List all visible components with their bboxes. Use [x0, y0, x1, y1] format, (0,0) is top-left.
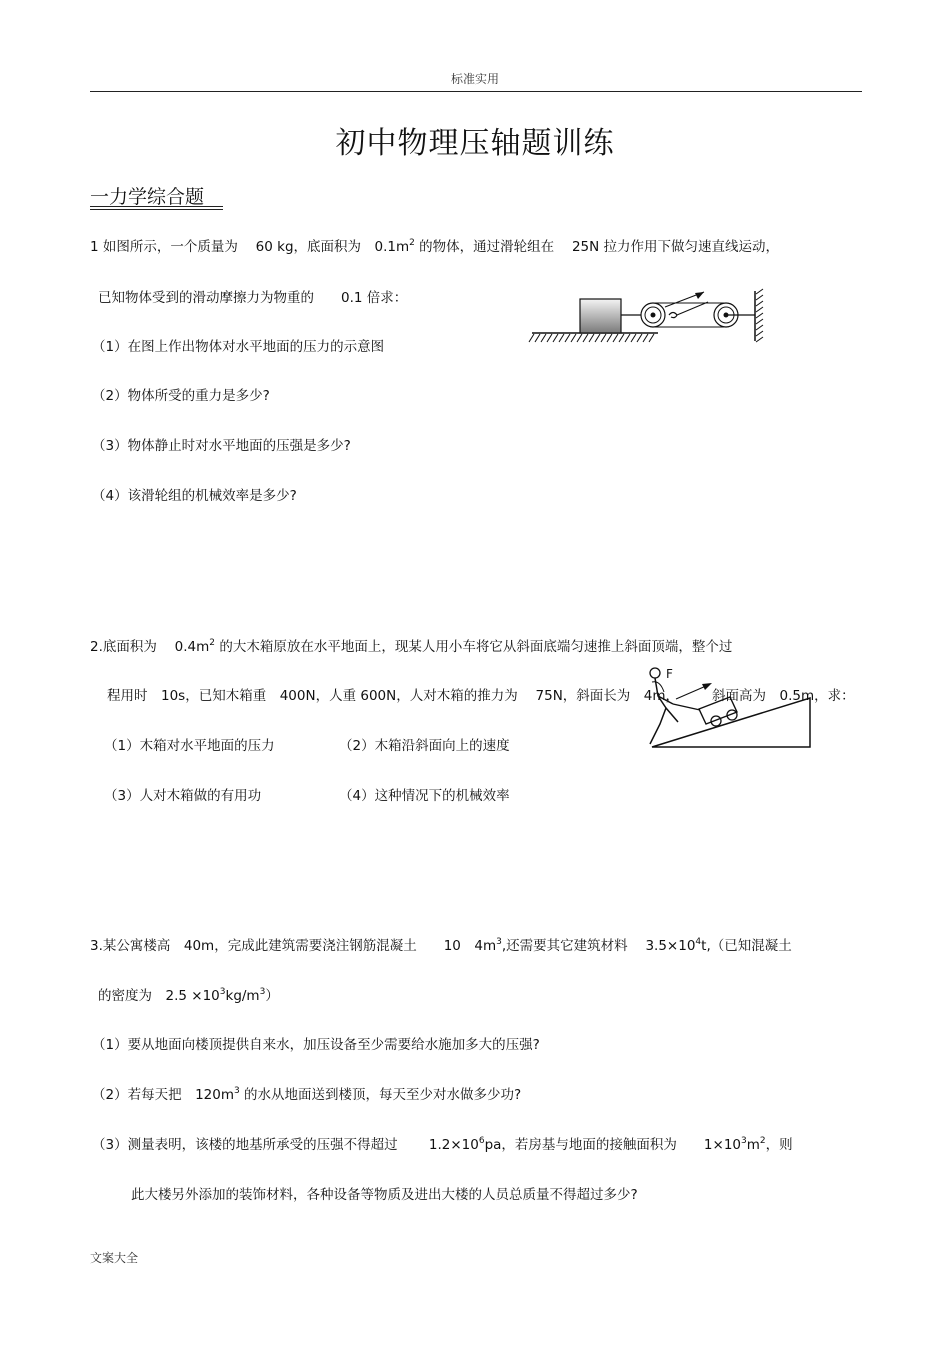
- q2-sub1: （1）木箱对水平地面的压力: [104, 738, 275, 754]
- q2-line1: 2.底面积为 $0.4m^2$ 的大木箱原放在水平地面上，现某人用小车将它从斜面底端匀速推上斜面顶端，整个过: [90, 638, 733, 655]
- q1-sub2: （2）物体所受的重力是多少?: [92, 388, 270, 404]
- page-footer: 文案大全: [90, 1251, 139, 1265]
- q3-sub3-cont: 此大楼另外添加的装饰材料，各种设备等物质及进出大楼的人员总质量不得超过多少?: [131, 1187, 638, 1203]
- pulley-diagram: [528, 284, 773, 346]
- q3-sub3: （3）测量表明，该楼的地基所承受的压强不得超过 $1.2\times 10^6pa$，若房基与地面的接触面积为 $1\times 10^3m^2$，则: [92, 1136, 793, 1153]
- q1-line2: 已知物体受到的滑动摩擦力为物重的 0.1 倍求：: [98, 290, 408, 306]
- section-underline-second: [90, 209, 223, 210]
- q1-line1: 1 如图所示，一个质量为 60 kg，底面积为 $0.1m^2$ 的物体，通过滑轮组在 25N 拉力作用下做匀速直线运动，: [90, 238, 780, 255]
- force-label: F: [666, 667, 673, 681]
- header-divider: [90, 91, 862, 92]
- q2-sub2: （2）木箱沿斜面向上的速度: [339, 738, 510, 754]
- section-underline: [90, 206, 223, 207]
- page-header: 标准实用: [450, 72, 499, 86]
- document-title: 初中物理压轴题训练: [335, 126, 615, 161]
- q3-line2: 的密度为 $2.5 \times 10^3kg/m^3$）: [98, 987, 279, 1004]
- q2-line2b: 斜面高为 0.5m，求：: [712, 688, 855, 704]
- q1-sub1: （1）在图上作出物体对水平地面的压力的示意图: [92, 339, 385, 355]
- q3-sub1: （1）要从地面向楼顶提供自来水，加压设备至少需要给水施加多大的压强?: [92, 1037, 540, 1053]
- q2-line2a: 程用时 10s，已知木箱重 400N，人重 600N，人对木箱的推力为 75N，斜面长为 4m，: [107, 688, 680, 704]
- q2-sub4: （4）这种情况下的机械效率: [339, 788, 510, 804]
- q1-sub3: （3）物体静止时对水平地面的压强是多少?: [92, 438, 351, 454]
- incline-diagram: [644, 664, 814, 750]
- q1-sub4: （4）该滑轮组的机械效率是多少?: [92, 488, 297, 504]
- q2-sub3: （3）人对木箱做的有用功: [104, 788, 262, 804]
- q3-line1: 3.某公寓楼高 40m，完成此建筑需要浇注钢筋混凝土 10 $4m^3$,还需要其它建筑材料 $3.5\times 10^4t$,（已知混凝土: [90, 937, 792, 954]
- section-heading: 一力学综合题: [90, 186, 205, 208]
- q3-sub2: （2）若每天把 $120m^3$ 的水从地面送到楼顶，每天至少对水做多少功?: [92, 1086, 522, 1103]
